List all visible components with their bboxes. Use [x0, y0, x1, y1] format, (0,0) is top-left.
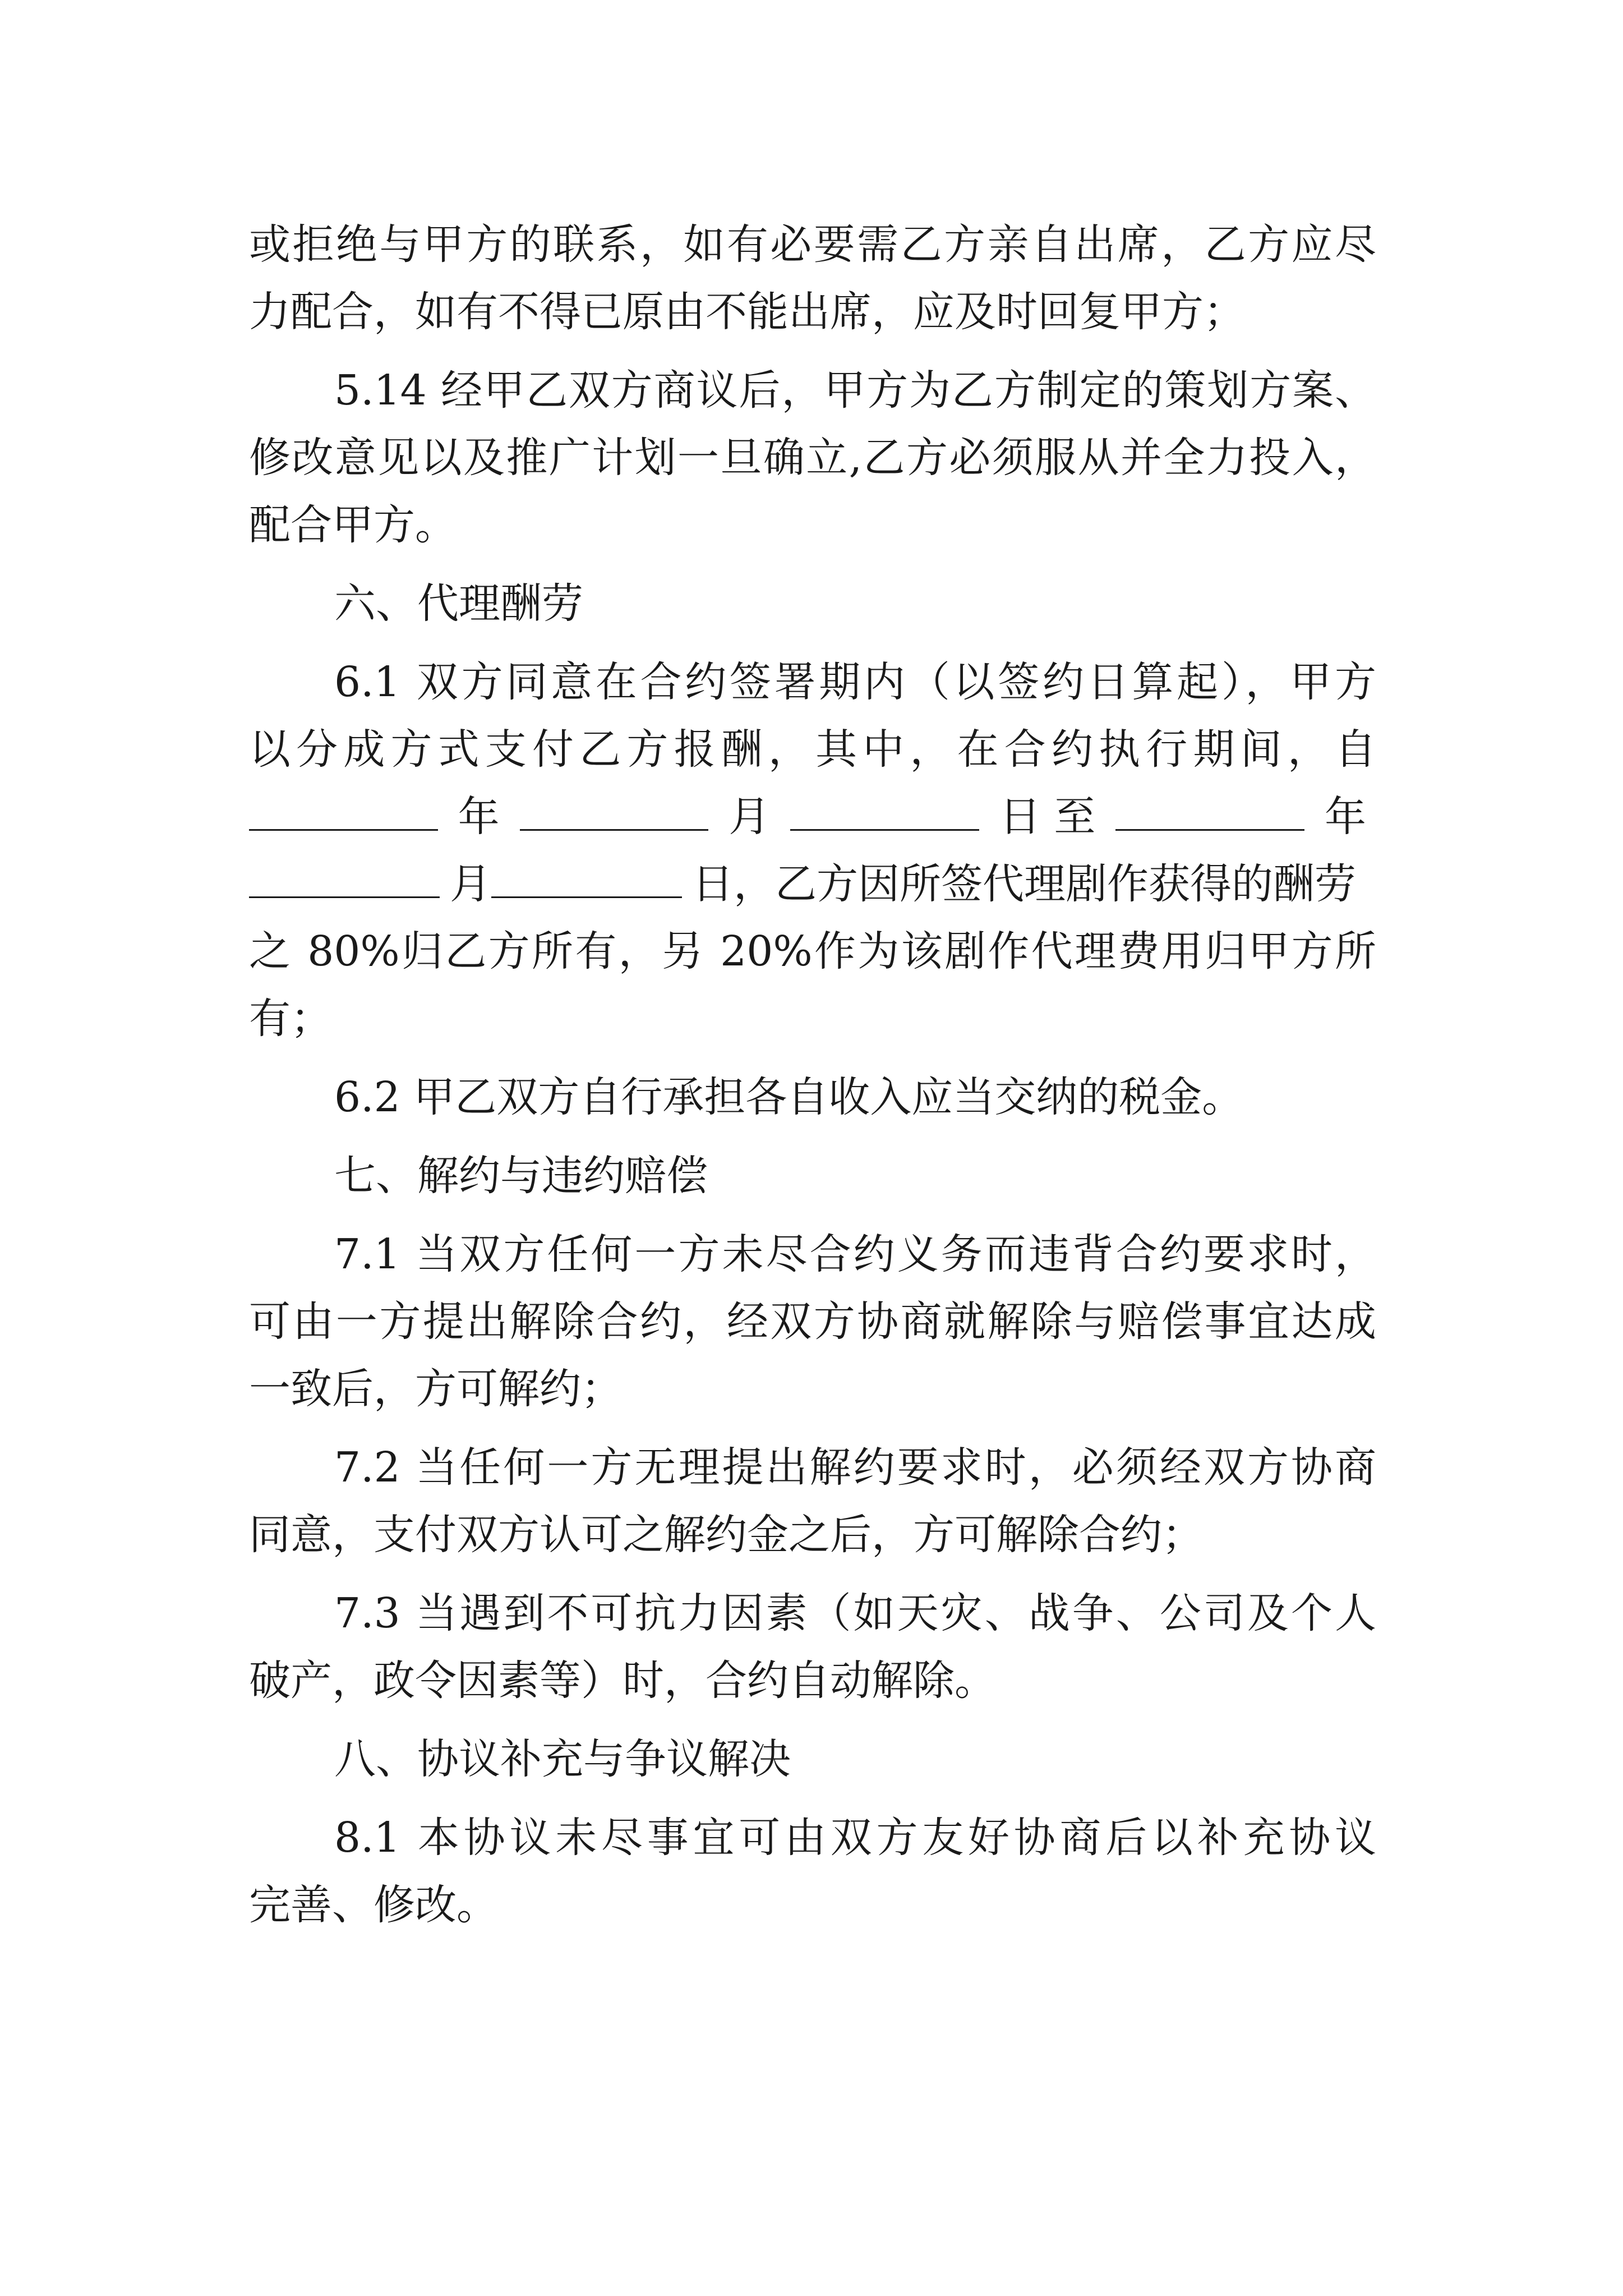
clause-5-14-line: 5.14 经甲乙双方商议后，甲方为乙方制定的策划方案、 — [334, 366, 1376, 415]
paragraph-line: 同意，支付双方认可之解约金之后，方可解除合约； — [249, 1511, 1204, 1559]
date-blank-row-2 — [249, 850, 1376, 918]
clause-6-1-line: 6.1 双方同意在合约签署期内（以签约日算起），甲方 — [334, 658, 1376, 706]
section-heading-7: 七、解约与违约赔偿 — [334, 1152, 708, 1200]
end-year-label: 年 — [1324, 793, 1366, 841]
clause-8-1-line: 8.1 本协议未尽事宜可由双方友好协商后以补充协议 — [334, 1814, 1376, 1862]
paragraph-line: 破产，政令因素等）时，合约自动解除。 — [249, 1657, 996, 1705]
month-blank[interactable] — [520, 785, 709, 831]
day-to-label: 日 至 — [999, 793, 1096, 841]
paragraph-line: 以分成方式支付乙方报酬，其中，在合约执行期间，自 — [249, 725, 1376, 774]
paragraph-line: 力配合，如有不得已原由不能出席，应及时回复甲方； — [249, 288, 1245, 336]
day-blank[interactable] — [790, 785, 979, 831]
paragraph-line: 或拒绝与甲方的联系，如有必要需乙方亲自出席，乙方应尽 — [249, 220, 1376, 269]
end-year-blank[interactable] — [1115, 785, 1304, 831]
section-heading-6: 六、代理酬劳 — [334, 579, 583, 628]
clause-7-3-line: 7.3 当遇到不可抗力因素（如天灾、战争、公司及个人 — [334, 1589, 1376, 1637]
paragraph-line: 完善、修改。 — [249, 1881, 498, 1929]
paragraph-line: 有； — [249, 995, 332, 1043]
clause-7-2-line: 7.2 当任何一方无理提出解约要求时，必须经双方协商 — [334, 1443, 1376, 1492]
end-month-blank[interactable] — [249, 853, 440, 898]
date-row-2-text: 日，乙方因所签代理剧作获得的酬劳 — [692, 860, 1356, 908]
paragraph-line: 之 80%归乙方所有，另 20%作为该剧作代理费用归甲方所 — [249, 927, 1376, 976]
clause-7-1-line: 7.1 当双方任何一方未尽合约义务而违背合约要求时， — [334, 1230, 1376, 1278]
date-blank-row-1 — [249, 783, 1376, 850]
paragraph-line: 可由一方提出解除合约，经双方协商就解除与赔偿事宜达成 — [249, 1297, 1376, 1346]
month-label: 月 — [728, 793, 771, 841]
end-month-label: 月 — [450, 860, 491, 908]
section-heading-8: 八、协议补充与争议解决 — [334, 1735, 791, 1783]
paragraph-line: 配合甲方。 — [249, 501, 457, 549]
end-day-blank[interactable] — [491, 853, 682, 898]
paragraph-line: 一致后，方可解约； — [249, 1365, 623, 1413]
paragraph-line: 修改意见以及推广计划一旦确立,乙方必须服从并全力投入， — [249, 434, 1376, 482]
clause-6-2-line: 6.2 甲乙双方自行承担各自收入应当交纳的税金。 — [334, 1073, 1244, 1121]
year-label: 年 — [458, 793, 500, 841]
year-blank[interactable] — [249, 785, 438, 831]
